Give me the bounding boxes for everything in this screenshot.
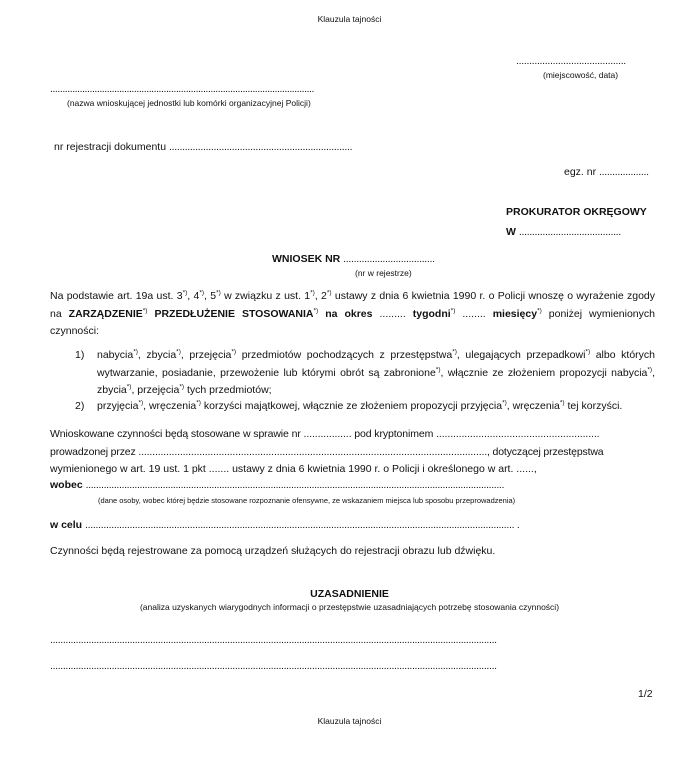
intro-text: , 5 [204, 290, 217, 302]
footnote-mark: *) [585, 348, 591, 356]
item-text: tych przedmiotów; [184, 384, 272, 396]
option-take-over[interactable]: , przejęcia [180, 349, 232, 361]
option-propose-take-over[interactable]: , przejęcia [131, 384, 180, 396]
option-prohibited-items[interactable]: albo których wytwarzanie, posiadanie, przewożenie lub którymi obrót są zabronione [97, 349, 655, 379]
case-line-2[interactable]: prowadzonej przez .............................................................................................................................., dotyczącej przestępstwa [50, 446, 604, 458]
classification-footer: Klauzula tajności [317, 716, 382, 726]
option-extension[interactable]: PRZEDŁUŻENIE STOSOWANIA [147, 307, 314, 320]
intro-text: , 4 [187, 290, 200, 302]
footnote-mark: *) [179, 383, 185, 391]
option-acquire[interactable]: nabycia [97, 349, 134, 361]
case-line-1[interactable]: Wnioskowane czynności będą stosowane w sprawie nr ................. pod kryptonimem .......................................................... [50, 428, 600, 440]
footnote-mark: *) [502, 399, 507, 407]
intro-paragraph [50, 288, 655, 341]
place-date-dots[interactable]: .......................................... [516, 55, 626, 67]
item-text: korzyści majątkowej, włącznie ze złożeniem propozycji przyjęcia [200, 400, 503, 412]
option-propose-acquire[interactable]: , włącznie ze złożeniem propozycji nabycia [440, 366, 648, 379]
intro-text: poniżej wymienionych czynności: [50, 307, 655, 337]
against-label: wobec [50, 479, 83, 491]
option-months[interactable]: miesięcy [492, 307, 538, 320]
footnote-mark: *) [142, 307, 148, 314]
against-dots[interactable]: ................................................................................................................................................................... [85, 479, 505, 491]
justification-line-1[interactable]: .............................................................................................................................................................................. [50, 634, 497, 646]
option-accept[interactable]: przyjęcia [97, 400, 139, 412]
page-number: 1/2 [638, 688, 653, 700]
footnote-mark: *) [435, 366, 441, 373]
intro-text: w związku z ust. 1 [220, 290, 311, 302]
justification-subtitle: (analiza uzyskanych wiarygodnych informacji o przestępstwie uzasadniających potrzebę stosowania czynności) [139, 602, 560, 612]
registration-line [54, 141, 352, 153]
item-text: tej korzyści. [564, 400, 623, 412]
footnote-mark: *) [216, 289, 221, 297]
footnote-mark: *) [196, 399, 201, 407]
addressee-dots[interactable]: ....................................... [518, 226, 621, 238]
option-propose-hand-over[interactable]: , wręczenia [506, 400, 560, 412]
recording-statement: Czynności będą rejestrowane za pomocą urządzeń służących do rejestracji obrazu lub dźwięku. [50, 545, 496, 557]
footnote-mark: *) [126, 383, 132, 391]
weeks-dots[interactable]: ......... [372, 307, 413, 320]
applicant-dots[interactable]: ........................................................................................................... [50, 83, 314, 95]
intro-text: Na podstawie art. 19a ust. 3 [50, 290, 183, 302]
copy-number-label: egz. nr [564, 166, 597, 178]
purpose-dots[interactable]: .................................................................................................................................................................... . [85, 519, 520, 531]
request-sublabel: (nr w rejestrze) [355, 268, 412, 278]
option-hand-over[interactable]: , wręczenia [143, 400, 197, 412]
purpose-line [50, 519, 520, 531]
option-forfeit-items[interactable]: , ulegających przepadkowi [456, 349, 586, 361]
footnote-mark: *) [182, 289, 188, 297]
registration-label: nr rejestracji dokumentu [54, 141, 167, 153]
footnote-mark: *) [138, 399, 144, 407]
applicant-label: (nazwa wnioskującej jednostki lub komórki organizacyjnej Policji) [67, 98, 311, 108]
case-line-3[interactable]: wymienionego w art. 19 ust. 1 pkt ....... ustawy z dnia 6 kwietnia 1990 r. o Policji i określonego w art. ......, [50, 463, 537, 475]
intro-text: , 2 [314, 290, 327, 302]
addressee-title: PROKURATOR OKRĘGOWY [506, 206, 647, 218]
purpose-label: w celu [50, 519, 83, 531]
justification-line-2[interactable]: .............................................................................................................................................................................. [50, 660, 497, 672]
footnote-mark: *) [452, 348, 457, 356]
footnote-mark: *) [313, 307, 319, 314]
footnote-mark: *) [199, 289, 205, 297]
against-note: (dane osoby, wobec której będzie stosowane rozpoznanie ofensywne, ze wskazaniem miejsca lub sposobu przeprowadzenia) [98, 496, 516, 505]
footnote-mark: *) [310, 289, 315, 297]
footnote-mark: *) [647, 366, 653, 373]
against-line [50, 479, 504, 491]
addressee-prefix: W [506, 226, 516, 238]
copy-number-line [564, 166, 649, 178]
justification-title: UZASADNIENIE [310, 588, 389, 600]
addressee-line [506, 226, 621, 238]
footnote-mark: *) [326, 289, 332, 297]
intro-text: ustawy z dnia 6 kwietnia 1990 r. o Policji wnoszę o wyrażenie zgody na [50, 290, 655, 320]
registration-dots[interactable]: ...................................................................... [168, 141, 353, 153]
request-title: WNIOSEK NR [272, 253, 341, 265]
classification-header: Klauzula tajności [317, 14, 382, 24]
months-dots[interactable]: ........ [455, 307, 493, 320]
footnote-mark: *) [537, 307, 542, 314]
period-label: na okres [318, 307, 373, 320]
footnote-mark: *) [231, 348, 237, 356]
footnote-mark: *) [176, 348, 181, 356]
item-2-number: 2) [75, 400, 85, 412]
item-1-text [97, 347, 655, 400]
footnote-mark: *) [450, 307, 456, 314]
item-2-text [97, 398, 655, 416]
footnote-mark: *) [133, 348, 138, 356]
option-sell[interactable]: , zbycia [137, 349, 177, 361]
option-crime-items[interactable]: przedmiotów pochodzących z przestępstwa [236, 349, 453, 361]
request-number-dots[interactable]: ................................... [343, 253, 435, 265]
item-1-number: 1) [75, 349, 85, 361]
option-order[interactable]: ZARZĄDZENIE [68, 307, 143, 320]
footnote-mark: *) [559, 399, 565, 407]
place-date-label: (miejscowość, data) [543, 70, 619, 80]
option-propose-sell[interactable]: , zbycia [97, 366, 656, 396]
copy-number-dots[interactable]: ................... [599, 166, 649, 178]
option-weeks[interactable]: tygodni [412, 307, 451, 320]
request-line [272, 253, 435, 265]
